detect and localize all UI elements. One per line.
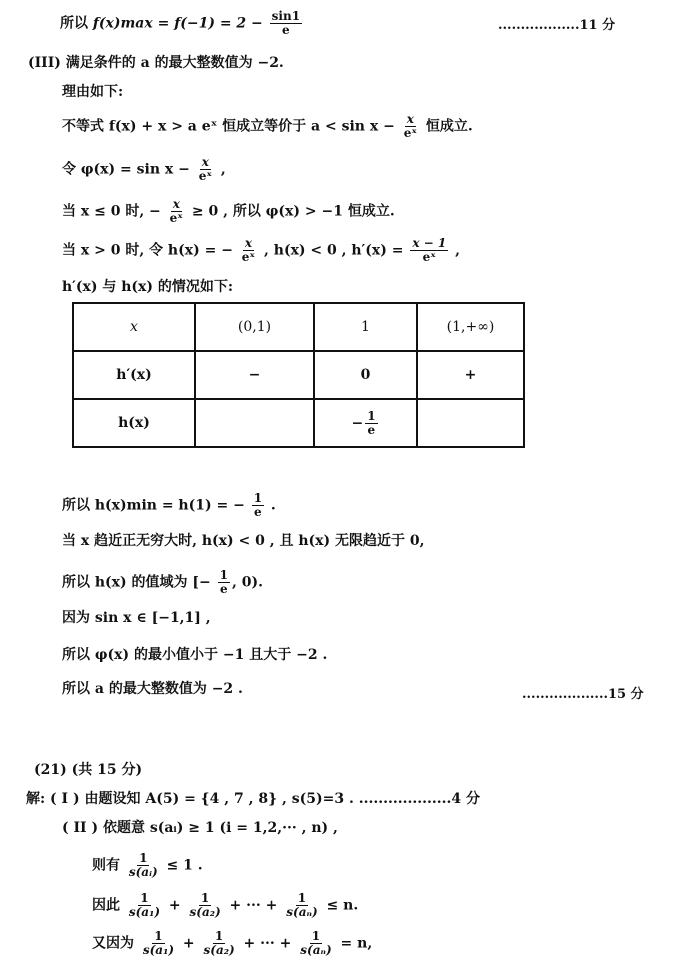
phi-den: eˣ — [198, 169, 213, 183]
solution-part2: ( II ) 依题意 s(aᵢ) ≥ 1 (i = 1,2,··· , n) , — [62, 820, 338, 836]
hence-fraction-1 — [127, 892, 162, 919]
also-den2: s(a₂) — [203, 943, 235, 957]
table-header-point: 1 — [314, 303, 417, 351]
range-num: 1 — [219, 568, 228, 582]
solution-part1-text: ( I ) 由题设知 A(5) = {4 , 7 , 8} , s(5)=3 . ...................4 分 — [50, 791, 480, 807]
fmax-fraction — [270, 10, 302, 37]
table-row1-cell3: + — [417, 351, 524, 399]
hence-prefix: 因此 — [92, 897, 120, 914]
solution-part1 — [26, 789, 480, 809]
phi-def-line — [62, 156, 226, 183]
conclusion-line: 所以 a 的最大整数值为 −2 . — [62, 681, 243, 697]
also-fraction-2 — [202, 930, 237, 957]
hence-den1: s(a₁) — [128, 905, 161, 919]
also-num3: 1 — [311, 929, 321, 943]
table-row2-cell1 — [195, 399, 314, 447]
table-row2-label: h(x) — [73, 399, 195, 447]
ineq-suffix: 恒成立. — [425, 118, 473, 135]
sign-table — [72, 302, 525, 448]
also-suffix: = n, — [340, 935, 373, 952]
then-den: s(aᵢ) — [128, 865, 158, 879]
hence-plus2: + ··· + — [224, 897, 283, 914]
case2-suffix: , — [455, 242, 460, 259]
also-line — [92, 930, 372, 957]
then-suffix: ≤ 1 . — [166, 857, 203, 874]
hence-suffix: ≤ n. — [326, 897, 359, 914]
case2-num2: x − 1 — [412, 236, 447, 250]
hence-num2: 1 — [200, 891, 210, 905]
case2-num1: x — [244, 236, 253, 250]
ineq-prefix: 不等式 f(x) + x > a eˣ 恒成立等价于 a < sin x − — [62, 118, 400, 135]
question-21-title: (21) (共 15 分) — [34, 762, 143, 778]
ineq-den: eˣ — [403, 126, 418, 140]
table-row2-sign: − — [351, 415, 364, 431]
fmax-num: sin1 — [271, 9, 301, 23]
also-den1: s(a₁) — [142, 943, 175, 957]
also-den3: s(aₙ) — [300, 943, 332, 957]
inequality-line — [62, 113, 473, 140]
hence-line — [92, 892, 358, 919]
hence-plus1: + — [164, 897, 186, 914]
case2-den1: eˣ — [241, 250, 256, 264]
then-prefix: 则有 — [92, 857, 120, 874]
then-fraction — [127, 852, 160, 879]
also-num2: 1 — [214, 929, 224, 943]
solution-label: 解: — [26, 791, 46, 807]
table-header-interval1: (0,1) — [195, 303, 314, 351]
table-intro: h′(x) 与 h(x) 的情况如下: — [62, 279, 234, 295]
hmin-fraction — [252, 492, 264, 519]
then-num: 1 — [139, 851, 148, 865]
also-plus2: + ··· + — [238, 935, 297, 952]
score-15: ...................15 分 — [522, 687, 644, 702]
hence-num1: 1 — [140, 891, 149, 905]
phi-num: x — [201, 155, 209, 169]
reason-line: 理由如下: — [62, 84, 124, 100]
score-11: ..................11 分 — [498, 18, 616, 33]
table-row2-den: e — [367, 422, 376, 437]
also-prefix: 又因为 — [92, 935, 134, 952]
case2-line — [62, 237, 460, 264]
hence-fraction-3 — [284, 892, 319, 919]
table-row2-num: 1 — [367, 408, 376, 423]
fmax-prefix: 所以 — [60, 15, 88, 32]
phi-fraction — [197, 156, 214, 183]
hmin-suffix: . — [270, 497, 276, 514]
fmax-den: e — [282, 23, 290, 37]
hmin-den: e — [254, 505, 262, 519]
limit-line: 当 x 趋近正无穷大时, h(x) < 0 , 且 h(x) 无限趋近于 0, — [62, 533, 425, 549]
part3-title: (III) 满足条件的 a 的最大整数值为 −2. — [28, 55, 284, 71]
fmax-line — [60, 10, 304, 37]
table-header-interval2: (1,+∞) — [417, 303, 524, 351]
phi-min-line: 所以 φ(x) 的最小值小于 −1 且大于 −2 . — [62, 647, 328, 663]
also-fraction-3 — [298, 930, 333, 957]
range-prefix: 所以 h(x) 的值域为 [− — [62, 574, 216, 591]
range-den: e — [219, 582, 228, 596]
phi-prefix: 令 φ(x) = sin x − — [62, 161, 195, 178]
table-row — [73, 351, 524, 399]
hence-fraction-2 — [188, 892, 223, 919]
ineq-num: x — [406, 112, 414, 126]
case2-fraction-1 — [240, 237, 257, 264]
case1-prefix: 当 x ≤ 0 时, − — [62, 203, 166, 220]
phi-suffix: , — [220, 161, 226, 178]
table-row2-cell2 — [314, 399, 417, 447]
case2-fraction-2 — [410, 237, 448, 264]
hmin-prefix: 所以 h(x)min = h(1) = − — [62, 497, 250, 514]
table-row2-fraction — [365, 410, 377, 437]
range-line — [62, 569, 263, 596]
case1-num: x — [172, 197, 180, 211]
table-row2-cell3 — [417, 399, 524, 447]
ineq-fraction — [402, 113, 419, 140]
also-plus1: + — [178, 935, 200, 952]
case1-den: eˣ — [169, 211, 184, 225]
table-row1-label: h′(x) — [73, 351, 195, 399]
case1-fraction — [168, 198, 185, 225]
fmax-expr: f(x)max = f(−1) = 2 − — [92, 15, 268, 32]
case1-suffix: ≥ 0 , 所以 φ(x) > −1 恒成立. — [191, 203, 395, 220]
range-fraction — [218, 569, 230, 596]
case2-den2: eˣ — [422, 250, 436, 264]
sin-range-line: 因为 sin x ∈ [−1,1] , — [62, 610, 211, 626]
case2-mid: , h(x) < 0 , h′(x) = — [264, 242, 409, 259]
range-suffix: , 0). — [231, 574, 263, 591]
table-header-x: x — [73, 303, 195, 351]
table-row1-cell2: 0 — [314, 351, 417, 399]
table-row — [73, 399, 524, 447]
hmin-num: 1 — [253, 491, 263, 505]
also-fraction-1 — [141, 930, 176, 957]
case1-line — [62, 198, 395, 225]
hence-den2: s(a₂) — [189, 905, 221, 919]
case2-prefix: 当 x > 0 时, 令 h(x) = − — [62, 242, 238, 259]
table-row — [73, 303, 524, 351]
hmin-line — [62, 492, 276, 519]
hence-num3: 1 — [297, 891, 307, 905]
also-num1: 1 — [154, 929, 163, 943]
hence-den3: s(aₙ) — [286, 905, 318, 919]
table-row1-cell1: − — [195, 351, 314, 399]
then-line — [92, 852, 203, 879]
